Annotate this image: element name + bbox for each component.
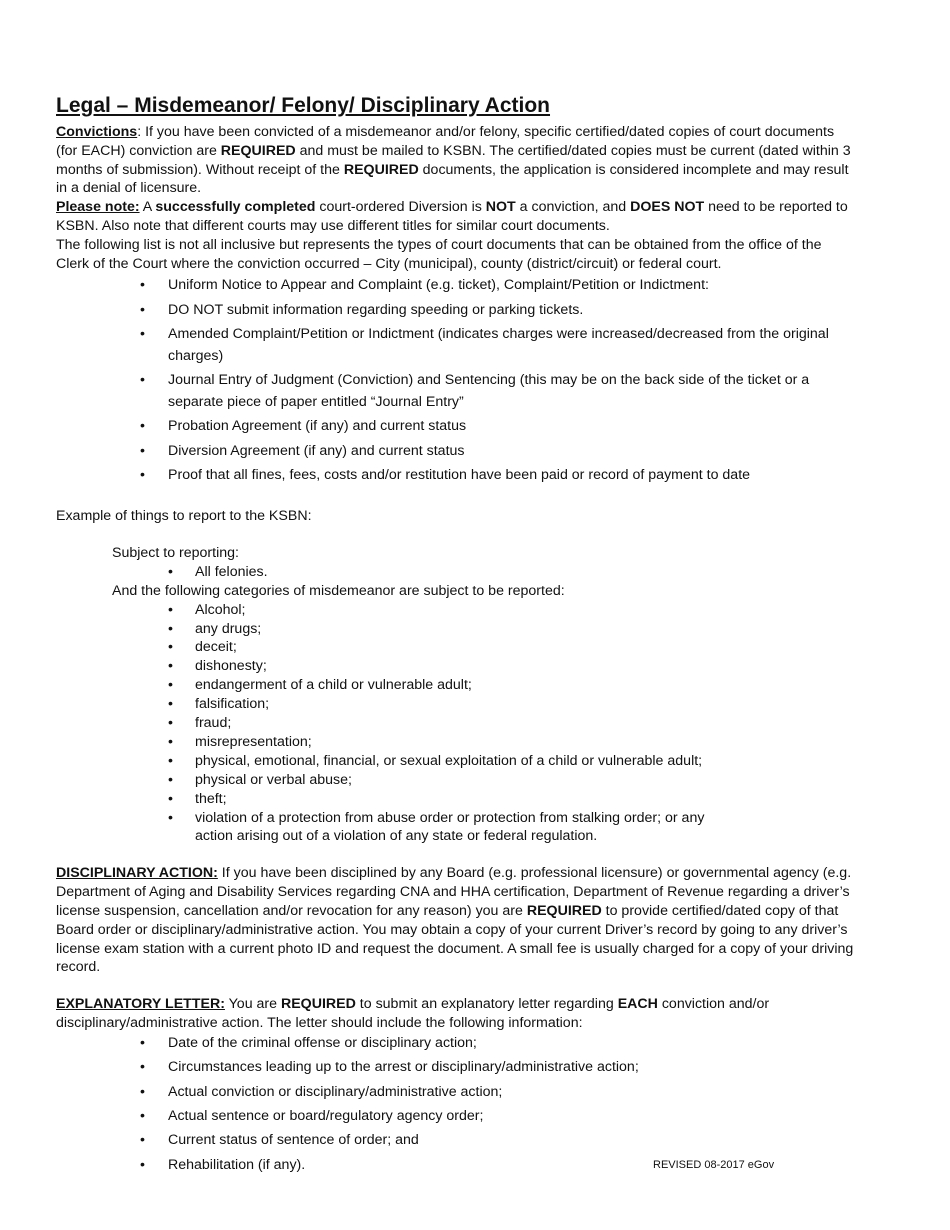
explanatory-paragraph: EXPLANATORY LETTER: You are REQUIRED to submit an explanatory letter regarding EACH conviction and/or disciplinary/administrative action. The letter should include the following information:: [56, 996, 770, 1031]
list-item: • Current status of sentence of order; and: [140, 1130, 856, 1152]
list-item: • falsification;: [168, 695, 856, 714]
convictions-label: Convictions: [56, 124, 138, 140]
list-item: • misrepresentation;: [168, 733, 856, 752]
list-item: • Proof that all fines, fees, costs and/or restitution have been paid or record of payment to date: [140, 465, 856, 487]
example-heading: Example of things to report to the KSBN:: [56, 508, 312, 525]
list-item: • Amended Complaint/Petition or Indictment (indicates charges were increased/decreased from the original charges): [140, 324, 856, 367]
list-item: • Circumstances leading up to the arrest or disciplinary/administrative action;: [140, 1057, 856, 1079]
list-item: • theft;: [168, 790, 856, 809]
explanatory-label: EXPLANATORY LETTER:: [56, 996, 225, 1013]
list-item: • any drugs;: [168, 620, 856, 639]
convictions-paragraph: Convictions: If you have been convicted of a misdemeanor and/or felony, specific certified/dated copies of court documents (for EACH) conviction are REQUIRED and must be mailed to KSBN. The certified/dated copies must be current (dated within 3 months of submission). Without receipt of the REQUIRED documents, the application is considered incomplete and may result in a denial of licensure.: [56, 124, 851, 197]
list-item: • fraud;: [168, 714, 856, 733]
list-item: • Journal Entry of Judgment (Conviction) and Sentencing (this may be on the back side of the ticket or a separate piece of paper entitled “Journal Entry”: [140, 370, 856, 413]
list-item: • endangerment of a child or vulnerable adult;: [168, 676, 856, 695]
disciplinary-paragraph: DISCIPLINARY ACTION: If you have been disciplined by any Board (e.g. professional licensure) or governmental agency (e.g. Department of Aging and Disability Services regarding CNA and HHA certification, Department of Revenue regarding a driver’s license suspension, cancellation and/or revocation for any reason) you are REQUIRED to provide certified/dated copy of that Board order or disciplinary/administrative action. You may obtain a copy of your current Driver’s record by going to any driver’s license exam station with a current photo ID and request the document. A small fee is usually charged for a copy of your driving record.: [56, 865, 854, 976]
revision-footer: REVISED 08-2017 eGov: [653, 1159, 775, 1171]
list-item: • All felonies.: [168, 563, 856, 582]
please-note-label: Please note:: [56, 199, 140, 216]
misdemeanor-categories-list: [168, 601, 856, 847]
letter-items-list: [140, 1033, 856, 1177]
list-item: • Actual sentence or board/regulatory agency order;: [140, 1106, 856, 1128]
felonies-list: [168, 563, 856, 582]
court-documents-list: [140, 275, 856, 486]
list-item: • Probation Agreement (if any) and current status: [140, 416, 856, 438]
list-item: • physical or verbal abuse;: [168, 771, 856, 790]
misdemeanor-heading: And the following categories of misdemeanor are subject to be reported:: [112, 582, 565, 599]
list-item: • dishonesty;: [168, 657, 856, 676]
list-item: • Uniform Notice to Appear and Complaint (e.g. ticket), Complaint/Petition or Indictment:: [140, 275, 856, 297]
document-page: [56, 93, 856, 1179]
disciplinary-label: DISCIPLINARY ACTION:: [56, 865, 218, 882]
list-intro-paragraph: The following list is not all inclusive but represents the types of court documents that can be obtained from the office of the Clerk of the Court where the conviction occurred – City (municipal), county (district/circuit) or federal court.: [56, 236, 822, 272]
page-title: Legal – Misdemeanor/ Felony/ Disciplinary Action: [56, 94, 551, 117]
list-item: • physical, emotional, financial, or sexual exploitation of a child or vulnerable adult;: [168, 752, 856, 771]
list-item: • Rehabilitation (if any).: [140, 1155, 856, 1177]
list-item: • violation of a protection from abuse order or protection from stalking order; or any action arising out of a violation of any state or federal regulation.: [168, 809, 740, 847]
list-item: • Diversion Agreement (if any) and current status: [140, 441, 856, 463]
list-item: • DO NOT submit information regarding speeding or parking tickets.: [140, 300, 856, 322]
list-item: • Alcohol;: [168, 601, 856, 620]
list-item: • Date of the criminal offense or disciplinary action;: [140, 1033, 856, 1055]
list-item: • Actual conviction or disciplinary/administrative action;: [140, 1082, 856, 1104]
please-note-paragraph: Please note: A successfully completed court-ordered Diversion is NOT a conviction, and DOES NOT need to be reported to KSBN. Also note that different courts may use different titles for similar court documents.: [56, 199, 848, 234]
list-item: • deceit;: [168, 638, 856, 657]
subject-heading: Subject to reporting:: [112, 545, 239, 562]
